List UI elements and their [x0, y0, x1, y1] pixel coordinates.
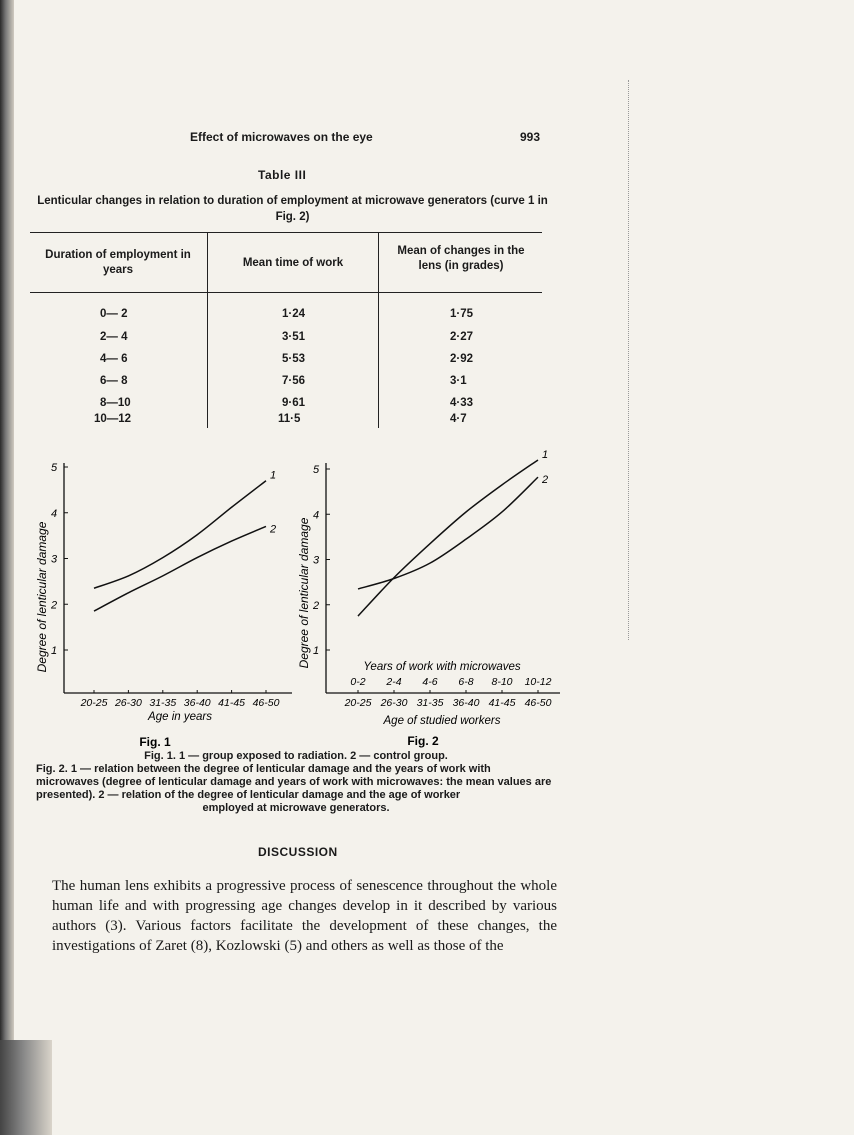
- data-table: [30, 232, 542, 428]
- fig2-ylabel: Degree of lenticular damage: [297, 517, 311, 669]
- table-rule-top: [30, 232, 542, 233]
- cell-duration: 2— 4: [100, 331, 128, 343]
- fig1-y-tick-label: 3: [50, 553, 58, 566]
- fig2-xlabel: Age of studied workers: [383, 715, 501, 727]
- fig2-series-label-1: 1: [542, 448, 549, 461]
- section-title: DISCUSSION: [258, 845, 338, 859]
- fig2-y-tick-label: 2: [312, 599, 320, 612]
- fig1-x-tick-label: 31-35: [149, 697, 177, 709]
- fig1-xlabel: Age in years: [148, 711, 212, 723]
- fig2-x-tick-label: 20-25: [344, 697, 372, 709]
- fig2-x2-tick-label: 8-10: [491, 676, 513, 688]
- figure-caption: [36, 750, 556, 815]
- fig1-x-tick-label: 41-45: [218, 697, 246, 709]
- fig1-series-label-1: 1: [270, 469, 277, 482]
- book-spine-shadow: [0, 0, 14, 1135]
- fig2-x2-tick-label: 0-2: [350, 676, 366, 688]
- fig1-y-tick-label: 2: [50, 599, 58, 612]
- cell-mean-time: 7·56: [282, 375, 306, 387]
- fig2-series: [358, 449, 548, 616]
- column-header: Duration of employment in years: [45, 249, 191, 276]
- fig2-x2-tick-label: 4-6: [422, 676, 438, 688]
- fig1-x-tick-label: 36-40: [183, 697, 211, 709]
- section-body: [52, 876, 557, 956]
- fig2-x-tick-label: 31-35: [416, 697, 444, 709]
- cell-mean-change: 2·92: [450, 353, 474, 365]
- table-caption: Lenticular changes in relation to duration of employment at microwave generators (curve 1 in Fig. 2): [37, 195, 548, 223]
- fig2-y-tick-label: 4: [312, 509, 320, 522]
- fig2-x2-tick-label: 2-4: [386, 676, 402, 688]
- fig2-y-tick-label: 1: [312, 645, 320, 657]
- fig1-y-tick-label: 5: [50, 462, 58, 474]
- fig2-x-tick-label: 36-40: [452, 697, 480, 709]
- fig2-y-tick-label: 3: [312, 554, 320, 567]
- cell-mean-time: 1·24: [282, 308, 306, 320]
- figures-1-and-2: [30, 445, 570, 750]
- fig2-label: Fig. 2: [407, 734, 439, 748]
- fig1-series-line-2: [94, 526, 266, 611]
- fig2-x-tick-label: 46-50: [524, 697, 552, 709]
- cell-mean-change: 3·1: [450, 375, 467, 387]
- cell-duration: 8—10: [100, 397, 131, 409]
- table-col-divider: [207, 232, 208, 428]
- cell-duration: 6— 8: [100, 375, 128, 387]
- fig2-x2-tick-label: 10-12: [524, 676, 552, 688]
- fig2-series-line-1: [358, 460, 538, 616]
- cell-mean-time: 5·53: [282, 353, 306, 365]
- cell-mean-time: 3·51: [282, 331, 306, 343]
- fig2-caption: Fig. 2. 1 — relation between the degree of lenticular damage and the years of work with microwaves (degree of lenticular damage and years of work with microwaves: the mean values are presented). 2 — relation of the degree of lenticular damage and the age of worker: [36, 763, 552, 801]
- column-header: Mean time of work: [242, 257, 344, 269]
- table-col-divider: [378, 232, 379, 428]
- running-title: Effect of microwaves on the eye: [190, 130, 373, 144]
- fig1-x-tick-label: 46-50: [252, 697, 280, 709]
- cell-mean-time: 11·5: [278, 413, 301, 425]
- column-header: Mean of changes in the lens (in grades): [397, 245, 525, 272]
- scan-noise: [628, 80, 631, 640]
- fig1-series-label-2: 2: [270, 523, 277, 536]
- fig2-x-tick-label: 26-30: [380, 697, 408, 709]
- cell-mean-change: 4·7: [450, 413, 467, 425]
- fig2-x2label: Years of work with microwaves: [363, 661, 521, 673]
- cell-duration: 4— 6: [100, 353, 128, 365]
- fig1-x-tick-label: 26-30: [114, 697, 142, 709]
- paragraph: The human lens exhibits a progressive process of senescence throughout the whole human life and with progressing age changes develop in it described by various authors (3). Various factors facilitate the development of these changes, the investigations of Zaret (8), Kozlowski (5) and others as well as those of the: [52, 878, 557, 954]
- fig1-y-tick-label: 1: [50, 645, 58, 657]
- page-number: 993: [520, 130, 541, 144]
- fig2-y-tick-label: 5: [312, 464, 320, 476]
- fig2-caption-last: employed at microwave generators.: [202, 802, 390, 814]
- fig2-chart: [297, 449, 560, 748]
- cell-duration: 10—12: [94, 413, 132, 425]
- table-label: Table III: [258, 168, 307, 182]
- fig1-x-tick-label: 20-25: [80, 697, 108, 709]
- fig1-chart: [35, 462, 292, 749]
- fig2-series-line-2: [358, 477, 538, 589]
- cell-duration: 0— 2: [100, 308, 128, 320]
- table-rule-header: [30, 292, 542, 293]
- fig2-x2-tick-label: 6-8: [458, 676, 474, 688]
- running-header: [0, 130, 854, 150]
- page-corner-shadow: [0, 1040, 52, 1135]
- fig1-series: [94, 470, 276, 611]
- cell-mean-change: 2·27: [450, 331, 474, 343]
- fig2-x-tick-label: 41-45: [488, 697, 516, 709]
- fig1-axes: [50, 462, 292, 709]
- fig1-caption: Fig. 1. 1 — group exposed to radiation. 2 — control group.: [144, 750, 448, 762]
- cell-mean-time: 9·61: [282, 397, 306, 409]
- fig2-series-label-2: 2: [542, 474, 549, 487]
- fig1-ylabel: Degree of lenticular damage: [35, 521, 49, 673]
- fig1-series-line-1: [94, 481, 266, 589]
- fig1-y-tick-label: 4: [50, 507, 58, 520]
- cell-mean-change: 1·75: [450, 308, 474, 320]
- fig1-label: Fig. 1: [139, 735, 171, 749]
- cell-mean-change: 4·33: [450, 397, 474, 409]
